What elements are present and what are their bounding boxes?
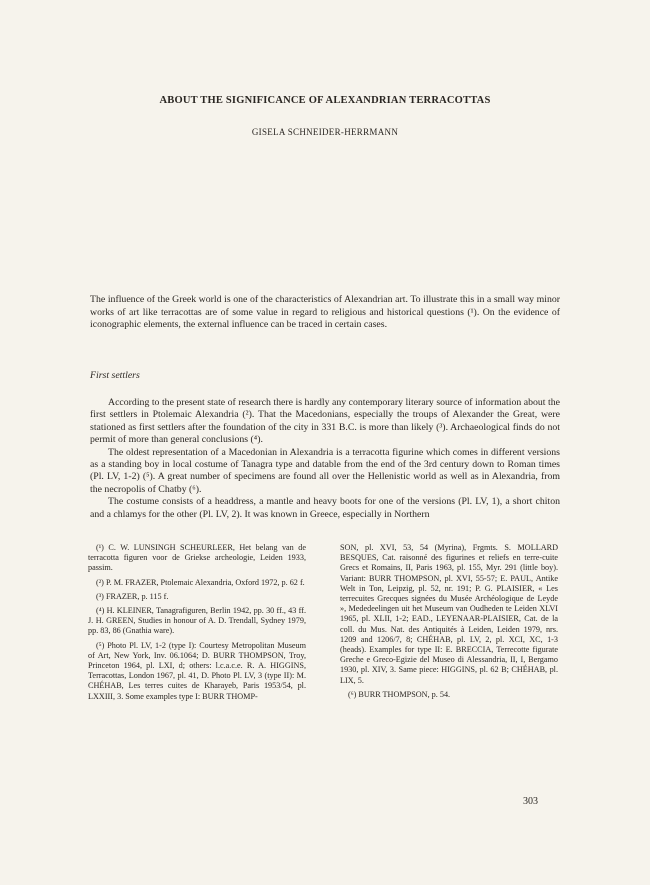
- footnote: (⁶) BURR THOMPSON, p. 54.: [348, 689, 451, 699]
- body-text: [90, 397, 560, 521]
- footnote: (⁵) Photo Pl. LV, 1-2 (type I): Courtesy Metropolitan Museum of Art, New York, Inv. 06.1064; D. BURR THOMPSON, Troy, Princeton 1964, pl. LXI, d; others: l.c.a.c.e. R. A. HIGGINS, Terracottas, London 1967, pl. 41, D. Photo Pl. LV, 3 (type II): M. CHÉHAB, Les terres cuites de Kharayeb, Paris 1953/54, pl. LXXIII, 3. Some examples type I: BURR THOMP-: [88, 640, 306, 701]
- author-name: GISELA SCHNEIDER-HERRMANN: [251, 127, 399, 137]
- page-number: 303: [523, 796, 538, 807]
- footnotes-left-column: [88, 543, 306, 706]
- footnote: (¹) C. W. LUNSINGH SCHEURLEER, Het belang van de terracotta figuren voor de Griekse archeologie, Leiden 1933, passim.: [88, 543, 306, 573]
- footnote: (³) FRAZER, p. 115 f.: [96, 591, 169, 601]
- body-paragraph: The oldest representation of a Macedonian in Alexandria is a terracotta figurine which comes in different versions as a standing boy in local costume of Tanagra type and datable from the end of the 3rd century down to Roman times (Pl. LV, 1-2) (⁵). A great number of specimens are found all over the Hellenistic world as well as in Alexandria, from the necropolis of Chatby (⁶).: [90, 446, 560, 495]
- footnote: (⁴) H. KLEINER, Tanagrafiguren, Berlin 1942, pp. 30 ff., 43 ff. J. H. GREEN, Studies in honour of A. D. Trendall, Sydney 1979, pp. 83, 86 (Gnathia ware).: [88, 606, 306, 636]
- body-paragraph: According to the present state of research there is hardly any contemporary literary source of information about the first settlers in Ptolemaic Alexandria (²). That the Macedonians, especially the troups of Alexander the Great, were stationed as first settlers after the foundation of the city in 331 B.C. is more than likely (³). Archaeological finds do not permit of more than general conclusions (⁴).: [90, 397, 560, 446]
- body-paragraph: The costume consists of a headdress, a mantle and heavy boots for one of the versions (Pl. LV, 1), a short chiton and a chlamys for the other (Pl. LV, 2). It was known in Greece, especially in Northern: [90, 496, 560, 520]
- article-title: ABOUT THE SIGNIFICANCE OF ALEXANDRIAN TERRACOTTAS: [159, 95, 491, 106]
- footnote: SON, pl. XVI, 53, 54 (Myrina), Frgmts. S. MOLLARD BESQUES, Cat. raisonné des figurines et reliefs en terre-cuite Grecs et Romains, II, Paris 1963, pl. 155, Myr. 291 (little boy). Variant: BURR THOMPSON, pl. XVI, 55-57; E. PAUL, Antike Welt in Ton, Leipzig, pl. 52, nr. 191; P. G. PLAISIER, « Les terrecuites Grecques signées du Musée Archéologique de Leyde », Mededeelingen uit het Museum van Oudheden te Leiden XLVI 1965, pl. XLII, 1-2; EAD., LEYENAAR-PLAISIER, Cat. de la coll. du Mus. Nat. des Antiquités à Leiden, Leiden 1979, nrs. 1209 and 1206/7, 8; CHÉHAB, pl. LV, 2, pl. XCI, XC, 1-3 (heads). Examples for type II: E. BRECCIA, Terrecotte figurate Greche e Greco-Egizie del Museo di Alessandria, II, I, Bergamo 1930, pl. XIV, 3. Same piece: HIGGINS, pl. 62 B; CHÉHAB, pl. LIX, 5.: [340, 543, 558, 685]
- footnote: (²) P. M. FRAZER, Ptolemaic Alexandria, Oxford 1972, p. 62 f.: [96, 577, 305, 587]
- section-heading: First settlers: [90, 370, 140, 381]
- footnotes-right-column: [340, 543, 558, 704]
- abstract-paragraph: The influence of the Greek world is one of the characteristics of Alexandrian art. To illustrate this in a small way minor works of art like terracottas are of some value in regard to religious and historical questions (¹). On the evidence of iconographic elements, the external influence can be traced in certain cases.: [90, 294, 560, 331]
